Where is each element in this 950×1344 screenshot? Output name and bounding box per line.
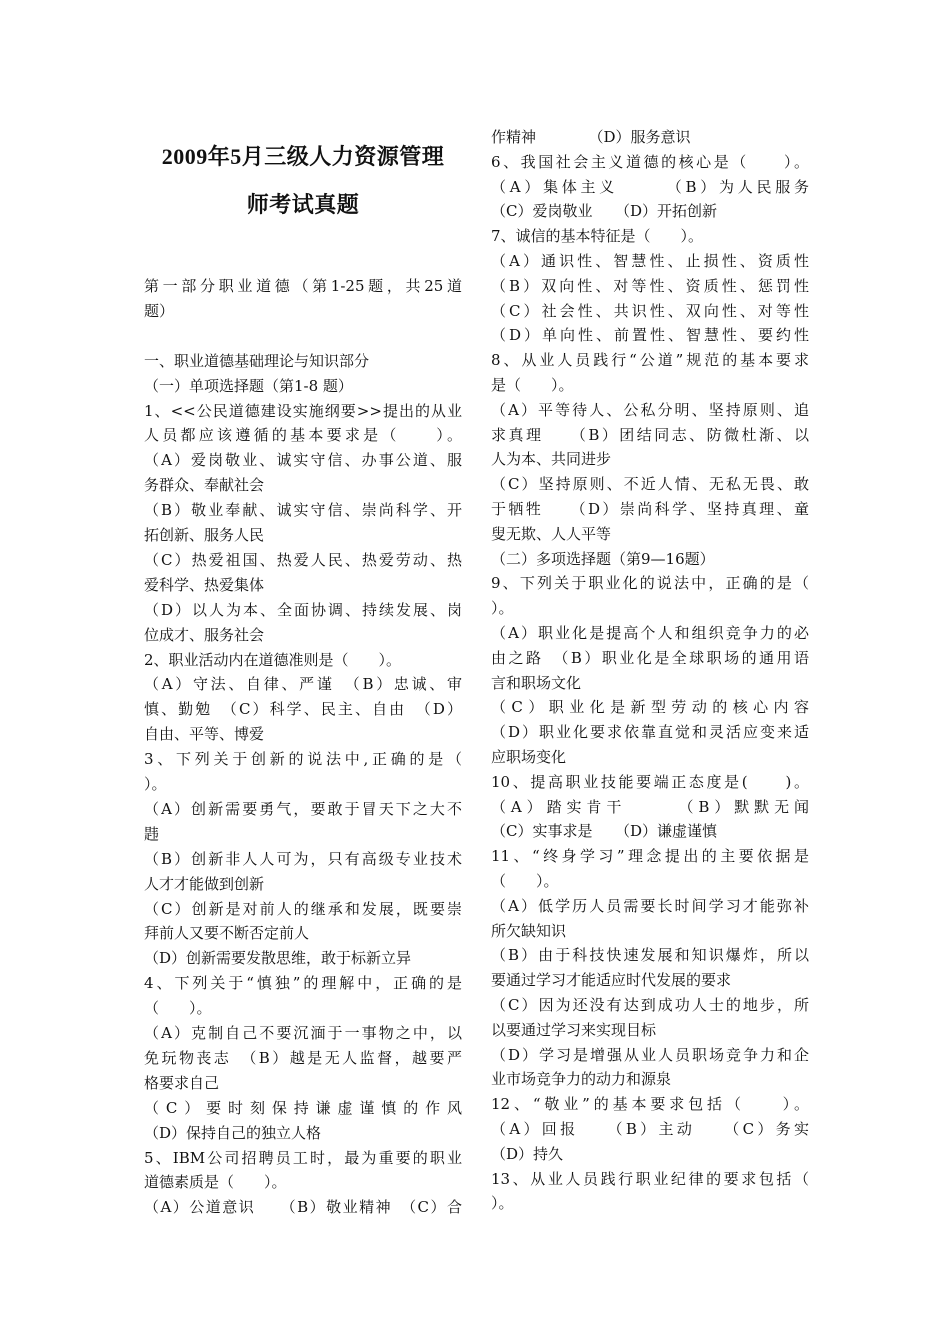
text-line: 叟无欺、人人平等 bbox=[491, 524, 612, 543]
text-line: 10、提高职业技能要端正态度是( )。 bbox=[491, 772, 809, 791]
text-line: 所欠缺知识 bbox=[491, 921, 567, 940]
text-line: ）。 bbox=[491, 1194, 514, 1213]
text-line: （C）坚持原则、不近人情、无私无畏、敢 bbox=[491, 475, 809, 494]
text-line: 12、“敬业”的基本要求包括（ ）。 bbox=[491, 1095, 809, 1114]
text-line: （B）创新非人人可为，只有高级专业技术 bbox=[144, 849, 462, 868]
text-line: （A）平等待人、公私分明、坚持原则、追 bbox=[491, 400, 809, 419]
text-line: 自由、平等、博爱 bbox=[144, 725, 265, 744]
text-line: 拓创新、服务人民 bbox=[144, 526, 265, 544]
text-line: 作精神 （D）服务意识 bbox=[491, 128, 691, 146]
text-line: （C）因为还没有达到成功人士的地步，所 bbox=[491, 996, 809, 1014]
text-line: （ ）。 bbox=[491, 872, 559, 890]
text-line: （C）社会性、共识性、双向性、对等性 bbox=[491, 301, 809, 320]
text-line: （A）克制自己不要沉湎于一事物之中，以 bbox=[144, 1024, 462, 1042]
text-line: 2、职业活动内在道德准则是（ ）。 bbox=[144, 650, 402, 669]
text-line: 韪 bbox=[144, 824, 160, 843]
text-line: （A）职业化是提高个人和组织竞争力的必 bbox=[491, 624, 809, 642]
text-line: 第一部分职业道德（第1-25题，共25道 bbox=[144, 277, 462, 295]
text-line: 道德素质是（ ）。 bbox=[144, 1173, 287, 1192]
text-line: 言和职场文化 bbox=[491, 673, 582, 692]
text-line: （D）单向性、前置性、智慧性、要约性 bbox=[491, 326, 809, 345]
text-line: 由之路 （B）职业化是全球职场的通用语 bbox=[491, 648, 809, 667]
text-line: （A）爱岗敬业、诚实守信、办事公道、服 bbox=[144, 451, 462, 470]
text-line: ）。 bbox=[144, 775, 167, 793]
text-line: 务群众、奉献社会 bbox=[144, 476, 265, 495]
text-line: 人为本、共同进步 bbox=[491, 450, 612, 469]
text-line: （二）多项选择题（第9—16题） bbox=[491, 549, 715, 568]
text-line: （A）通识性、智慧性、止损性、资质性 bbox=[491, 252, 809, 270]
text-line: 以要通过学习来实现目标 bbox=[491, 1020, 657, 1039]
text-line: （C）创新是对前人的继承和发展，既要崇 bbox=[144, 899, 462, 918]
text-line: 11、“终身学习”理念提出的主要依据是 bbox=[491, 847, 809, 866]
text-line: （C）爱岗敬业 （D）开拓创新 bbox=[491, 202, 718, 221]
document-title-line2: 师考试真题 bbox=[246, 192, 360, 217]
text-line: 8、从业人员践行“公道”规范的基本要求 bbox=[491, 351, 809, 370]
text-line: 人才才能做到创新 bbox=[144, 874, 265, 893]
text-line: 人员都应该遵循的基本要求是（ ）。 bbox=[144, 426, 462, 445]
text-line: 是（ ）。 bbox=[491, 376, 574, 394]
text-line: （C）要时刻保持谦虚谨慎的作风 bbox=[144, 1098, 462, 1117]
text-line: 7、诚信的基本特征是（ ）。 bbox=[491, 227, 704, 246]
text-line: 应职场变化 bbox=[491, 748, 567, 766]
text-line: （B）双向性、对等性、资质性、惩罚性 bbox=[491, 276, 809, 295]
text-line: （A）守法、自律、严谨 （B）忠诚、审 bbox=[144, 675, 462, 694]
text-line: 一、职业道德基础理论与知识部分 bbox=[144, 351, 370, 370]
text-line: 9、下列关于职业化的说法中，正确的是（ bbox=[491, 574, 809, 593]
text-line: （D）持久 bbox=[491, 1144, 564, 1163]
text-line: 要通过学习才能适应时代发展的要求 bbox=[491, 971, 732, 990]
text-line: 1、<<公民道德建设实施纲要>>提出的从业 bbox=[144, 401, 462, 420]
text-line: 业市场竞争力的动力和源泉 bbox=[491, 1070, 672, 1089]
text-line: 题） bbox=[144, 301, 175, 320]
text-line: （D）创新需要发散思维，敢于标新立异 bbox=[144, 949, 412, 968]
text-line: 13、从业人员践行职业纪律的要求包括（ bbox=[491, 1169, 809, 1188]
text-line: （D）以人为本、全面协调、持续发展、岗 bbox=[144, 600, 462, 619]
text-line: （A）踏实肯干 （B）默默无闻 bbox=[491, 797, 809, 816]
text-line: （A）低学历人员需要长时间学习才能弥补 bbox=[491, 896, 809, 915]
text-line: 3、下列关于创新的说法中,正确的是（ bbox=[144, 750, 462, 769]
text-line: 爱科学、热爱集体 bbox=[144, 575, 265, 594]
text-line: （A）公道意识 （B）敬业精神 （C）合 bbox=[144, 1198, 462, 1217]
text-line: （A）集体主义 （B）为人民服务 bbox=[491, 177, 809, 196]
text-line: 求真理 （B）团结同志、防微杜渐、以 bbox=[491, 425, 809, 444]
text-line: 免玩物丧志 （B）越是无人监督，越要严 bbox=[144, 1048, 462, 1067]
text-line: （D）学习是增强从业人员职场竞争力和企 bbox=[491, 1045, 809, 1064]
text-line: （A）创新需要勇气，要敢于冒天下之大不 bbox=[144, 799, 462, 818]
text-line: （B）由于科技快速发展和知识爆炸，所以 bbox=[491, 946, 809, 965]
text-line: （一）单项选择题（第1-8 题） bbox=[144, 376, 353, 395]
text-line: （A）回报 （B）主动 （C）务实 bbox=[491, 1120, 809, 1138]
document-title-line1: 2009年5月三级人力资源管理 bbox=[161, 144, 445, 169]
text-line: 5、IBM公司招聘员工时，最为重要的职业 bbox=[144, 1148, 462, 1167]
text-line: ）。 bbox=[491, 599, 514, 618]
text-line: 4、下列关于“慎独”的理解中，正确的是 bbox=[144, 974, 462, 993]
text-line: （ ）。 bbox=[144, 999, 212, 1018]
text-line: 位成才、服务社会 bbox=[144, 625, 265, 644]
text-line: （C）职业化是新型劳动的核心内容 bbox=[491, 698, 809, 717]
text-line: 6、我国社会主义道德的核心是（ ）。 bbox=[491, 152, 809, 171]
text-line: （D）职业化要求依靠直觉和灵活应变来适 bbox=[491, 723, 809, 742]
text-line: 慎、勤勉 （C）科学、民主、自由 （D） bbox=[144, 700, 462, 719]
text-line: 格要求自己 bbox=[144, 1073, 220, 1092]
text-line: （B）敬业奉献、诚实守信、崇尚科学、开 bbox=[144, 501, 462, 520]
text-line: （D）保持自己的独立人格 bbox=[144, 1123, 322, 1142]
text-line: （C）实事求是 （D）谦虚谨慎 bbox=[491, 822, 718, 841]
text-line: 于牺牲 （D）崇尚科学、坚持真理、童 bbox=[491, 500, 809, 518]
text-line: （C）热爱祖国、热爱人民、热爱劳动、热 bbox=[144, 550, 462, 569]
text-line: 拜前人又要不断否定前人 bbox=[144, 924, 310, 943]
